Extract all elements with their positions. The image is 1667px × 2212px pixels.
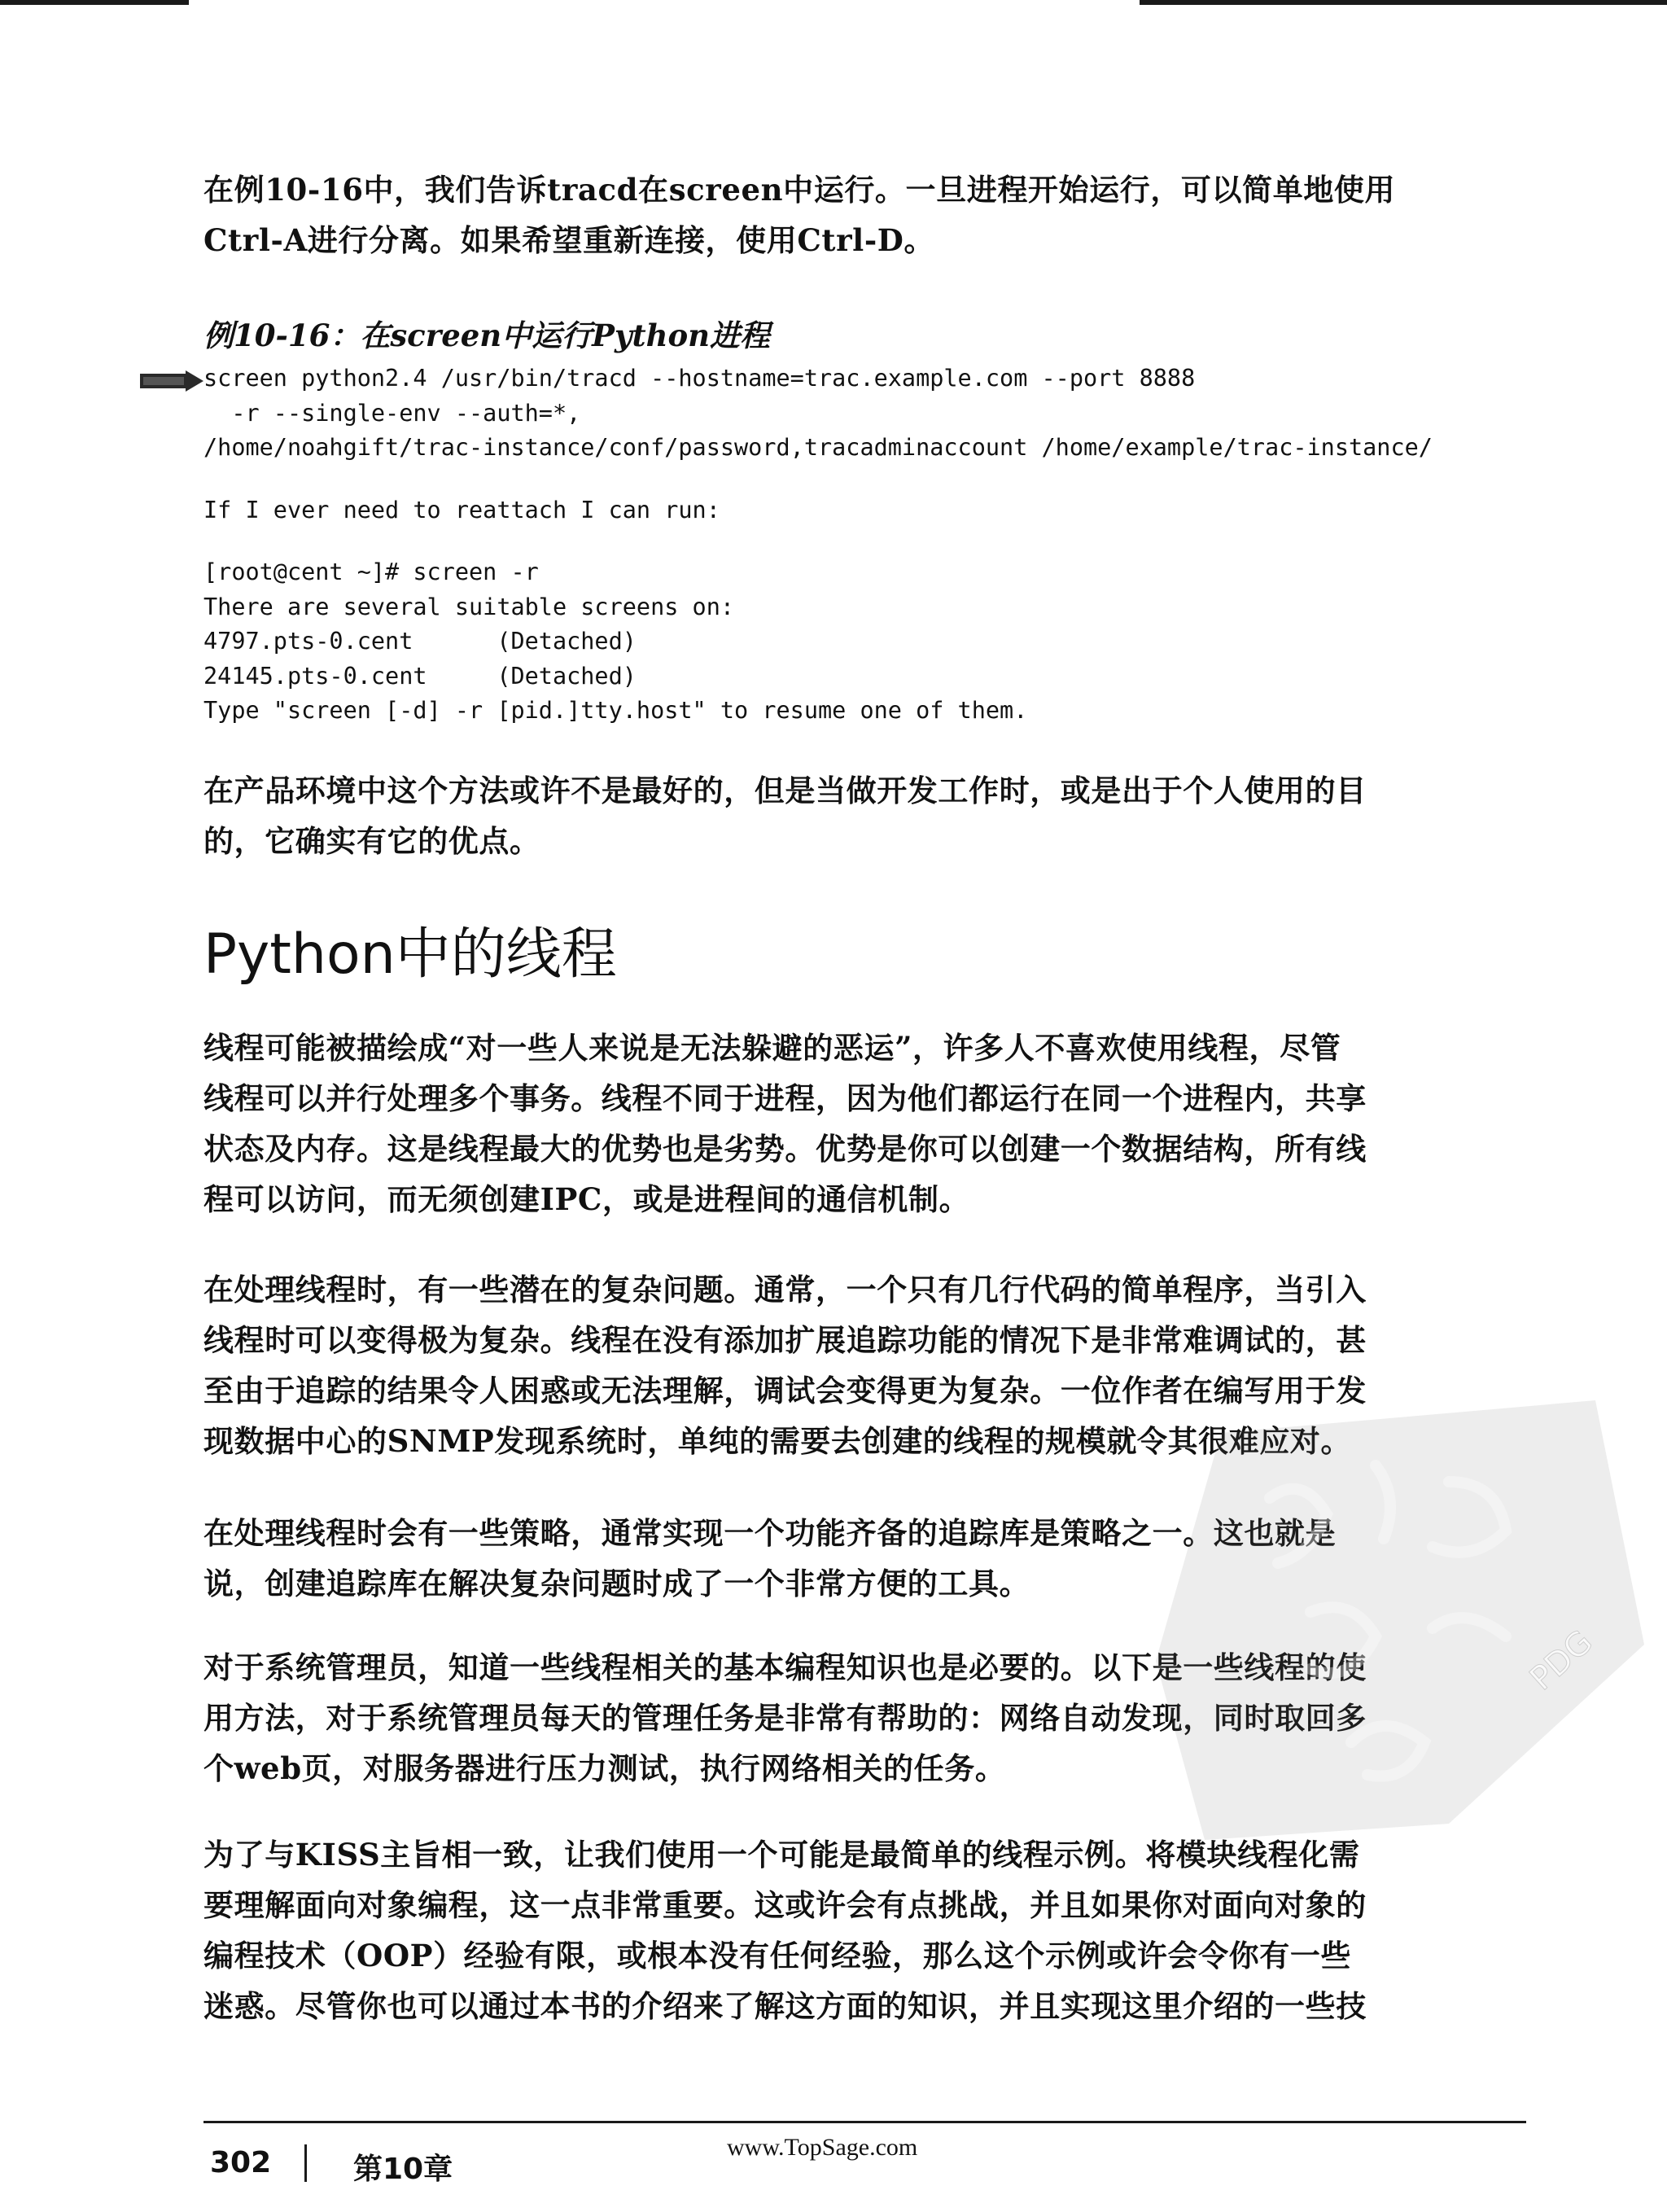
text-line: 在处理线程时，有一些潜在的复杂问题。通常，一个只有几行代码的简单程序，当引入 — [203, 1272, 1367, 1307]
code-block-command — [203, 361, 1433, 466]
text-line: 现数据中心的SNMP发现系统时，单纯的需要去创建的线程的规模就令其很难应对。 — [203, 1423, 1352, 1459]
code-line: 4797.pts-0.cent (Detached) — [203, 628, 637, 655]
code-line: Type "screen [-d] -r [pid.]tty.host" to resume one of them. — [203, 697, 1028, 724]
text-line: 对于系统管理员，知道一些线程相关的基本编程知识也是必要的。以下是一些线程的使 — [203, 1649, 1367, 1685]
scan-edge-top-left — [0, 0, 189, 5]
paragraph-threads-5 — [203, 1829, 1522, 2031]
text-line: 在产品环境中这个方法或许不是最好的，但是当做开发工作时，或是出于个人使用的目 — [203, 773, 1367, 808]
code-block-session — [203, 555, 1027, 729]
paragraph-intro — [203, 164, 1522, 265]
text-line: 编程技术（OOP）经验有限，或根本没有任何经验，那么这个示例或许会令你有一些 — [203, 1938, 1352, 1973]
footer-url: www.TopSage.com — [727, 2134, 918, 2161]
section-heading: Python中的线程 — [203, 922, 617, 987]
text-line: 线程时可以变得极为复杂。线程在没有添加扩展追踪功能的情况下是非常难调试的，甚 — [203, 1322, 1367, 1358]
text-line: 用方法，对于系统管理员每天的管理任务是非常有帮助的：网络自动发现，同时取回多 — [203, 1700, 1367, 1736]
text-line: 状态及内存。这是线程最大的优势也是劣势。优势是你可以创建一个数据结构，所有线 — [203, 1131, 1367, 1167]
code-line: If I ever need to reattach I can run: — [203, 497, 720, 523]
code-line: [root@cent ~]# screen -r — [203, 558, 539, 585]
text-line: 线程可能被描绘成“对一些人来说是无法躲避的恶运”，许多人不喜欢使用线程，尽管 — [203, 1030, 1341, 1066]
code-line: /home/noahgift/trac-instance/conf/password,tracadminaccount /home/example/trac-instance/ — [203, 434, 1433, 461]
chapter-label: 第10章 — [353, 2153, 453, 2186]
text-line: 至由于追踪的结果令人困惑或无法理解，调试会变得更为复杂。一位作者在编写用于发 — [203, 1373, 1367, 1408]
paragraph-threads-1 — [203, 1023, 1522, 1224]
watermark-text: PDG — [1522, 1623, 1600, 1698]
text-line: 说，创建追踪库在解决复杂问题时成了一个非常方便的工具。 — [203, 1566, 1030, 1601]
text-line: 要理解面向对象编程，这一点非常重要。这或许会有点挑战，并且如果你对面向对象的 — [203, 1887, 1367, 1923]
footer-separator — [304, 2144, 307, 2182]
text-line: 为了与KISS主旨相一致，让我们使用一个可能是最简单的线程示例。将模块线程化需 — [203, 1837, 1360, 1873]
text-line: 线程可以并行处理多个事务。线程不同于进程，因为他们都运行在同一个进程内，共享 — [203, 1080, 1367, 1116]
text-line: 的，它确实有它的优点。 — [203, 823, 540, 859]
code-line: There are several suitable screens on: — [203, 593, 735, 620]
text-line: 迷惑。尽管你也可以通过本书的介绍来了解这方面的知识，并且实现这里介绍的一些技 — [203, 1988, 1367, 2024]
code-pointer-arrow-icon — [140, 370, 203, 392]
code-reattach-note — [203, 493, 720, 528]
pdg-watermark-icon — [1107, 1400, 1660, 1856]
code-line: screen python2.4 /usr/bin/tracd --hostname=trac.example.com --port 8888 — [203, 365, 1196, 392]
scan-edge-top-right — [1140, 0, 1667, 5]
example-caption: 例10-16：在screen中运行Python进程 — [203, 318, 771, 353]
text-line: 在例10-16中，我们告诉tracd在screen中运行。一旦进程开始运行，可以简单地使用 — [203, 172, 1396, 208]
footer-rule — [203, 2121, 1526, 2123]
text-line: 个web页，对服务器进行压力测试，执行网络相关的任务。 — [203, 1750, 1006, 1786]
text-line: 程可以访问，而无须创建IPC，或是进程间的通信机制。 — [203, 1181, 970, 1217]
code-line: 24145.pts-0.cent (Detached) — [203, 662, 637, 690]
code-line: -r --single-env --auth=*, — [203, 399, 581, 427]
paragraph-after-code — [203, 765, 1522, 866]
page-number: 302 — [210, 2146, 272, 2179]
text-line: Ctrl-A进行分离。如果希望重新连接，使用Ctrl-D。 — [203, 222, 935, 258]
text-line: 在处理线程时会有一些策略，通常实现一个功能齐备的追踪库是策略之一。这也就是 — [203, 1515, 1337, 1551]
